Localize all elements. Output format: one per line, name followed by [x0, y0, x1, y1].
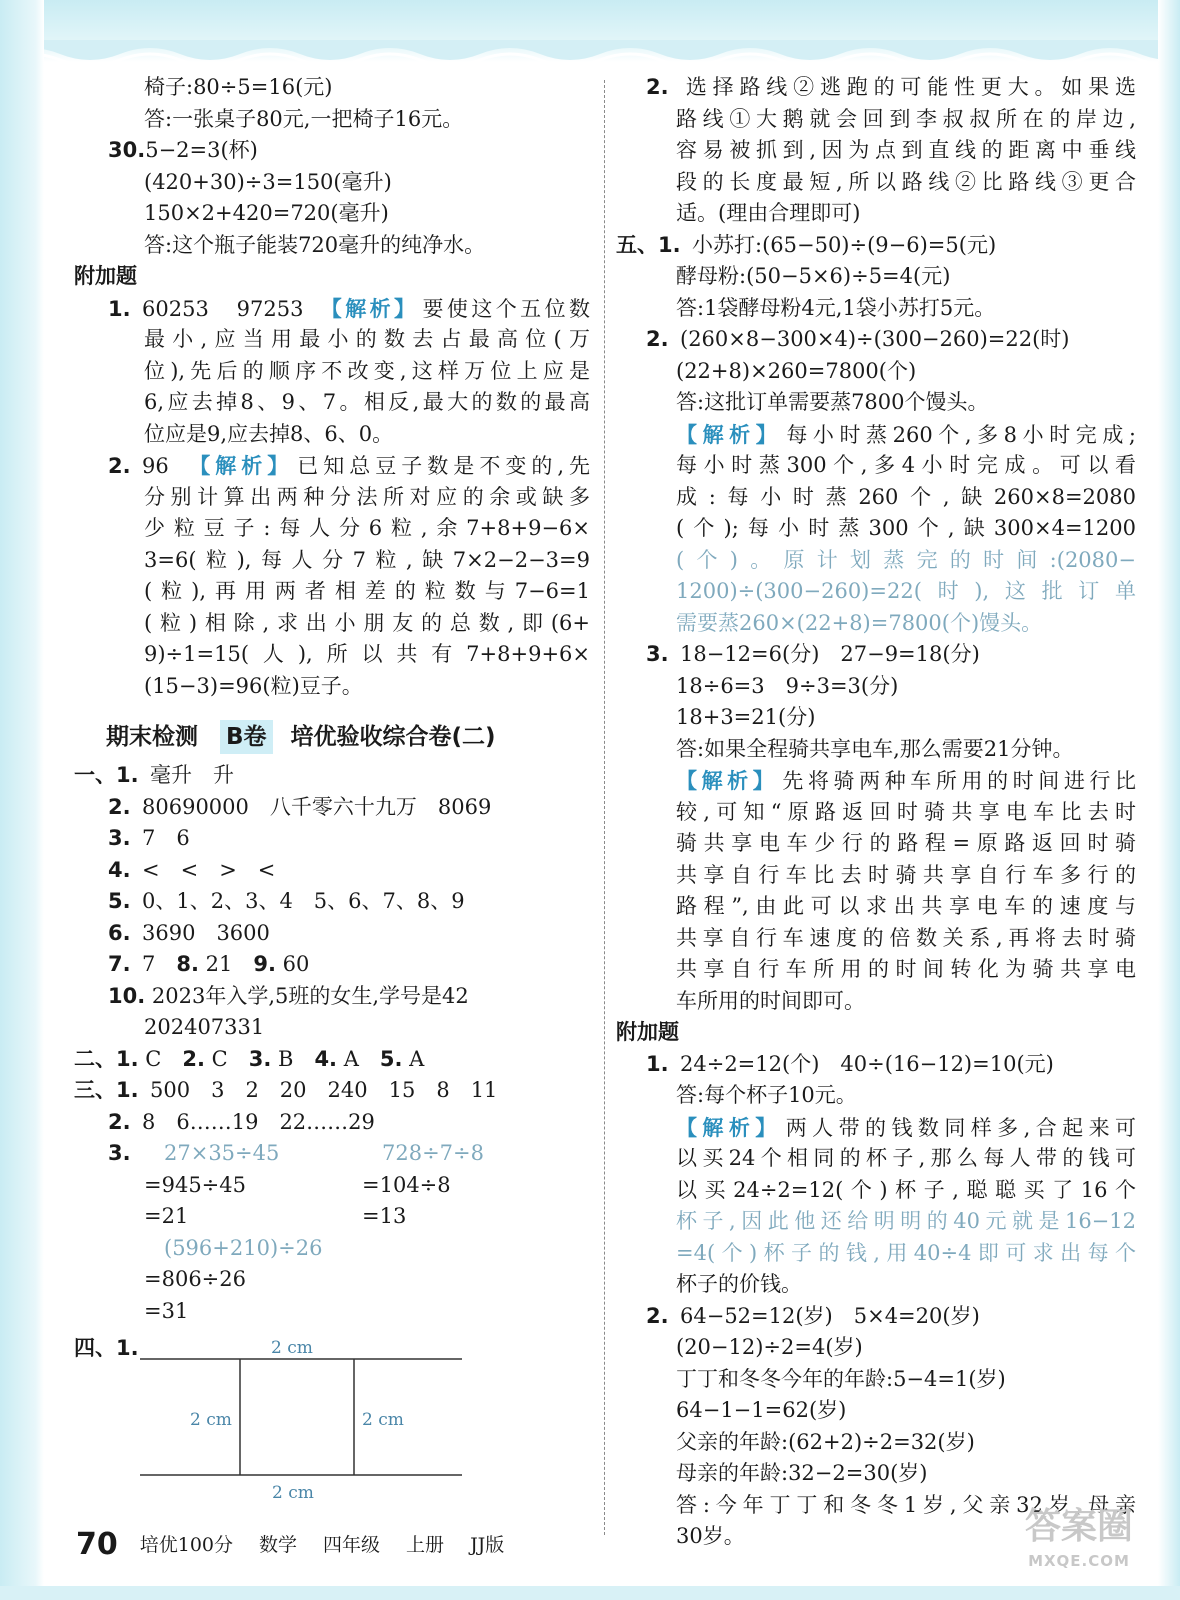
- calc-expression: 27×35÷45: [164, 1141, 280, 1165]
- question-30: [60, 135, 590, 167]
- analysis-line: 路程”,由此可以求出共享电车的速度与: [676, 894, 1136, 918]
- analysis-line: (粒)相除,求出小朋友的总数,即(6+: [144, 610, 590, 635]
- section-label: 四、: [74, 1336, 116, 1360]
- calc-result: =31: [144, 1298, 189, 1323]
- question-number: 4.: [108, 857, 131, 882]
- calc-step: =806÷26: [144, 1267, 246, 1291]
- calc-result: =13: [362, 1204, 407, 1228]
- question-number: 3.: [108, 1141, 131, 1165]
- calc-expression: (596+210)÷26: [164, 1235, 323, 1260]
- answer-text: < < > <: [142, 857, 276, 882]
- right-bonus-2: [616, 1301, 1136, 1333]
- page-frame-left: [0, 0, 44, 1600]
- book-title: 培优100分: [139, 1533, 234, 1556]
- answer-text: 64−52=12(岁) 5×4=20(岁): [680, 1303, 980, 1328]
- section-4-figure: [60, 1327, 590, 1487]
- exam-title: [60, 714, 590, 760]
- question-number: 1.: [116, 1336, 139, 1360]
- calc-row: [60, 1138, 590, 1170]
- answer-text: 选择路线②逃跑的可能性更大。如果选: [680, 75, 1136, 99]
- answer-line: (20−12)÷2=4(岁): [676, 1335, 863, 1359]
- bonus-question-2: [60, 450, 590, 482]
- answer-line: 适。(理由合理即可): [676, 201, 861, 225]
- right-column: [616, 72, 1136, 1553]
- question-number: 1.: [658, 232, 681, 257]
- answer-line: 答:这批订单需要蒸7800个馒头。: [676, 390, 989, 414]
- answer-line: (420+30)÷3=150(毫升): [144, 169, 392, 194]
- answer-line: 段的长度最短,所以路线②比路线③更合: [676, 169, 1136, 194]
- page-frame-bottom: [0, 1586, 1180, 1600]
- section-2: [60, 1044, 590, 1076]
- answer-text: B: [278, 1046, 294, 1071]
- section-5-q2: [616, 324, 1136, 356]
- answer-text: 小苏打:(65−50)÷(9−6)=5(元): [692, 232, 997, 257]
- analysis-line: 位),先后的顺序不改变,这样万位上应是: [144, 358, 590, 383]
- analysis-line: [616, 1112, 1136, 1144]
- edition: JJ版: [470, 1533, 505, 1556]
- answer-line: 202407331: [144, 1015, 265, 1039]
- question-number: 1.: [116, 763, 139, 787]
- calc-result: =21: [144, 1204, 189, 1228]
- answer-line: 答:今年丁丁和冬冬1岁,父亲32岁,母亲: [676, 1492, 1136, 1517]
- subject: 数学: [259, 1533, 298, 1556]
- question-number: 6.: [108, 920, 131, 945]
- answer-text: 毫升 升: [150, 763, 234, 787]
- grade: 四年级: [323, 1533, 381, 1556]
- question-number: 8.: [176, 952, 199, 976]
- answer-line: 路线①大鹅就会回到李叔叔所在的岸边,: [676, 106, 1136, 131]
- answer-line: 答:每个杯子10元。: [676, 1083, 857, 1107]
- analysis-text: 每小时蒸260个,多8小时完成;: [786, 422, 1136, 447]
- analysis-line: 位应是9,应去掉8、6、0。: [144, 421, 394, 446]
- analysis-tag: 【解析】: [331, 295, 419, 321]
- exam-badge: B卷: [220, 720, 273, 754]
- question-number: 2.: [646, 1303, 669, 1328]
- answer-text: 60253 97253: [142, 296, 304, 321]
- answer-line: 父亲的年龄:(62+2)÷2=32(岁): [676, 1429, 975, 1454]
- left-dimension-label: 2 cm: [190, 1410, 232, 1430]
- question-number: 2.: [108, 454, 131, 478]
- answer-text: 3690 3600: [142, 920, 270, 945]
- analysis-line: (15−3)=96(粒)豆子。: [144, 673, 363, 698]
- answer-text: 7: [142, 952, 156, 976]
- bonus-heading: 附加题: [74, 264, 137, 288]
- analysis-text: 先将骑两种车所用的时间进行比: [782, 769, 1137, 793]
- answer-line: 64−1−1=62(岁): [676, 1398, 847, 1422]
- analysis-line: 分别计算出两种分法所对应的余或缺多: [144, 484, 590, 509]
- answer-line: 容易被抓到,因为点到直线的距离中垂线: [676, 138, 1136, 162]
- question-number: 9.: [253, 952, 276, 976]
- section-5-q1: [616, 230, 1136, 262]
- analysis-line: 少粒豆子:每人分6粒,余7+8+9−6×: [144, 516, 590, 540]
- question-number: 2.: [182, 1046, 205, 1071]
- question-number: 10.: [108, 983, 146, 1008]
- analysis-line: 共享自行车所用的时间转化为骑共享电: [676, 957, 1136, 981]
- section-1-q10: [60, 981, 590, 1013]
- analysis-line: (个)。原计划蒸完的时间:(2080−: [676, 547, 1136, 572]
- analysis-line: 较,可知“原路返回时骑共享电车比去时: [676, 799, 1136, 824]
- analysis-line: 9)÷1=15(人),所以共有7+8+9+6×: [144, 642, 590, 666]
- answer-text: 24÷2=12(个) 40÷(16−12)=10(元): [680, 1051, 1054, 1076]
- question-number: 1.: [116, 1046, 139, 1071]
- right-dimension-label: 2 cm: [362, 1410, 404, 1430]
- section-label: 一、: [74, 763, 116, 787]
- answer-text: 5−2=3(杯): [145, 138, 258, 162]
- bottom-dimension-label: 2 cm: [272, 1483, 314, 1503]
- right-bonus-1: [616, 1049, 1136, 1081]
- analysis-tag: 【解析】: [676, 768, 779, 793]
- bonus-question-1: [60, 293, 590, 325]
- volume: 上册: [406, 1533, 445, 1556]
- analysis-tag: 【解析】: [199, 453, 294, 478]
- section-label: 五、: [616, 232, 658, 257]
- analysis-line: [616, 765, 1136, 797]
- answer-text: C: [145, 1046, 162, 1071]
- calc-row: [60, 1170, 590, 1202]
- calc-expression: 728÷7÷8: [382, 1141, 484, 1165]
- page-frame-right: [1158, 0, 1180, 1600]
- analysis-line: 每小时蒸300个,多4小时完成。可以看: [676, 453, 1136, 477]
- answer-text: A: [409, 1046, 425, 1071]
- analysis-line: 以买24÷2=12(个)杯子,聪聪买了16个: [676, 1177, 1136, 1202]
- analysis-line: 骑共享电车少行的路程=原路返回时骑: [676, 831, 1136, 855]
- rectangle-diagram: [136, 1327, 556, 1487]
- calc-step: =945÷45: [144, 1172, 246, 1197]
- analysis-line: 杯子,因此他还给明明的40元就是16−12: [676, 1209, 1136, 1233]
- column-divider: [604, 80, 605, 1535]
- section-1-q3: [60, 823, 590, 855]
- answer-line: 18÷6=3 9÷3=3(分): [676, 673, 899, 698]
- section-1-q6: [60, 918, 590, 950]
- answer-line: 答:这个瓶子能装720毫升的纯净水。: [144, 232, 486, 257]
- analysis-tag: 【解析】: [676, 421, 783, 447]
- section-1-q4: [60, 855, 590, 887]
- section-3-q2: [60, 1107, 590, 1139]
- answer-line: 椅子:80÷5=16(元): [144, 75, 333, 99]
- answer-text: 80690000 八千零六十九万 8069: [142, 794, 492, 819]
- section-1-q1: [60, 760, 590, 792]
- question-number: 1.: [646, 1051, 669, 1076]
- section-1-q5: [60, 886, 590, 918]
- analysis-line: 最小,应当用最小的数去占最高位(万: [144, 327, 590, 351]
- question-number: 3.: [108, 826, 131, 850]
- page-number: 70: [76, 1526, 118, 1562]
- answer-text: 60: [282, 952, 310, 976]
- analysis-line: (个);每小时蒸300个,缺300×4=1200: [676, 516, 1136, 540]
- question-number: 2.: [108, 1109, 131, 1134]
- question-number: 5.: [379, 1046, 403, 1071]
- question-number: 2.: [108, 794, 131, 819]
- top-dimension-label: 2 cm: [271, 1338, 313, 1358]
- analysis-text: 已知总豆子数是不变的,先: [297, 454, 591, 478]
- analysis-line: 共享自行车比去时骑共享自行车多行的: [676, 862, 1136, 887]
- analysis-text: 要使这个五位数: [422, 296, 591, 321]
- answer-text: 0、1、2、3、4 5、6、7、8、9: [142, 889, 465, 913]
- watermark-url: MXQE.COM: [1028, 1552, 1130, 1570]
- question-number: 3.: [646, 642, 669, 666]
- question-number: 1.: [108, 296, 131, 321]
- question-number: 30.: [108, 138, 146, 162]
- analysis-line: 以买24个相同的杯子,那么每人带的钱可: [676, 1146, 1136, 1170]
- analysis-line: 成:每小时蒸260个,缺260×8=2080: [676, 484, 1136, 509]
- answer-line: 答:一张桌子80元,一把椅子16元。: [144, 106, 464, 131]
- answer-line: 答:1袋酵母粉4元,1袋小苏打5元。: [676, 295, 996, 320]
- analysis-text: 两人带的钱数同样多,合起来可: [785, 1115, 1137, 1140]
- analysis-line: =4(个)杯子的钱,用40÷4即可求出每个: [676, 1240, 1136, 1265]
- question-number: 1.: [116, 1078, 139, 1102]
- answer-text: (260×8−300×4)÷(300−260)=22(时): [680, 327, 1070, 351]
- answer-line: 丁丁和冬冬今年的年龄:5−4=1(岁): [676, 1366, 1006, 1391]
- calc-row: [60, 1201, 590, 1233]
- question-number: 3.: [248, 1046, 272, 1071]
- answer-line: 150×2+420=720(毫升): [144, 201, 389, 225]
- right-question-2: [616, 72, 1136, 104]
- analysis-line: 车所用的时间即可。: [676, 988, 865, 1013]
- left-column: [60, 72, 590, 1511]
- section-3-q1: [60, 1075, 590, 1107]
- answer-line: 酵母粉:(50−5×6)÷5=4(元): [676, 264, 951, 288]
- calc-row: [60, 1296, 590, 1328]
- answer-text: 21: [205, 952, 233, 976]
- analysis-tag: 【解析】: [676, 1114, 782, 1140]
- site-watermark: [1004, 1502, 1154, 1582]
- answer-text: 7 6: [142, 826, 190, 850]
- question-number: 2.: [646, 327, 669, 351]
- question-number: 7.: [108, 952, 131, 976]
- question-number: 2.: [646, 75, 669, 99]
- analysis-line: 1200)÷(300−260)=22(时),这批订单: [676, 579, 1136, 603]
- answer-line: 18+3=21(分): [676, 705, 816, 729]
- question-number: 4.: [314, 1046, 338, 1071]
- analysis-line: [616, 419, 1136, 451]
- answer-text: A: [343, 1046, 359, 1071]
- analysis-line: 共享自行车速度的倍数关系,再将去时骑: [676, 925, 1136, 950]
- answer-line: 30岁。: [676, 1524, 745, 1548]
- section-1-q7-9: [60, 949, 590, 981]
- bottom-dimension: [60, 1483, 590, 1511]
- calc-row: [60, 1233, 590, 1265]
- answer-text: 500 3 2 20 240 15 8 11: [150, 1078, 498, 1102]
- analysis-line: (粒),再用两者相差的粒数与7−6=1: [144, 579, 590, 603]
- analysis-line: 杯子的价钱。: [676, 1272, 802, 1296]
- watermark-seal: 答案圈: [1024, 1506, 1133, 1547]
- analysis-line: 需要蒸260×(22+8)=7800(个)馒头。: [676, 610, 1043, 635]
- section-label: 二、: [74, 1046, 116, 1071]
- section-1-q2: [60, 792, 590, 824]
- answer-line: (22+8)×260=7800(个): [676, 358, 917, 383]
- answer-line: 答:如果全程骑共享电车,那么需要21分钟。: [676, 736, 1074, 761]
- bonus-heading: 附加题: [616, 1020, 679, 1044]
- calc-row: [60, 1264, 590, 1296]
- exam-title-sub: 培优验收综合卷(二): [290, 724, 496, 750]
- page-footer: [76, 1524, 530, 1564]
- answer-text: C: [211, 1046, 228, 1071]
- answer-text: 8 6……19 22……29: [142, 1109, 375, 1134]
- answer-text: 18−12=6(分) 27−9=18(分): [680, 642, 980, 666]
- section-label: 三、: [74, 1078, 116, 1102]
- section-5-q3: [616, 639, 1136, 671]
- calc-step: =104÷8: [362, 1172, 451, 1197]
- answer-text: 2023年入学,5班的女生,学号是42: [151, 983, 469, 1008]
- question-number: 5.: [108, 889, 131, 913]
- answer-line: 母亲的年龄:32−2=30(岁): [676, 1461, 928, 1485]
- analysis-line: 3=6(粒),每人分7粒,缺7×2−2−3=9: [144, 547, 590, 572]
- analysis-line: 6,应去掉8、9、7。相反,最大的数的最高: [144, 390, 590, 414]
- answer-text: 96: [142, 454, 169, 478]
- exam-title-main: 期末检测: [106, 724, 198, 750]
